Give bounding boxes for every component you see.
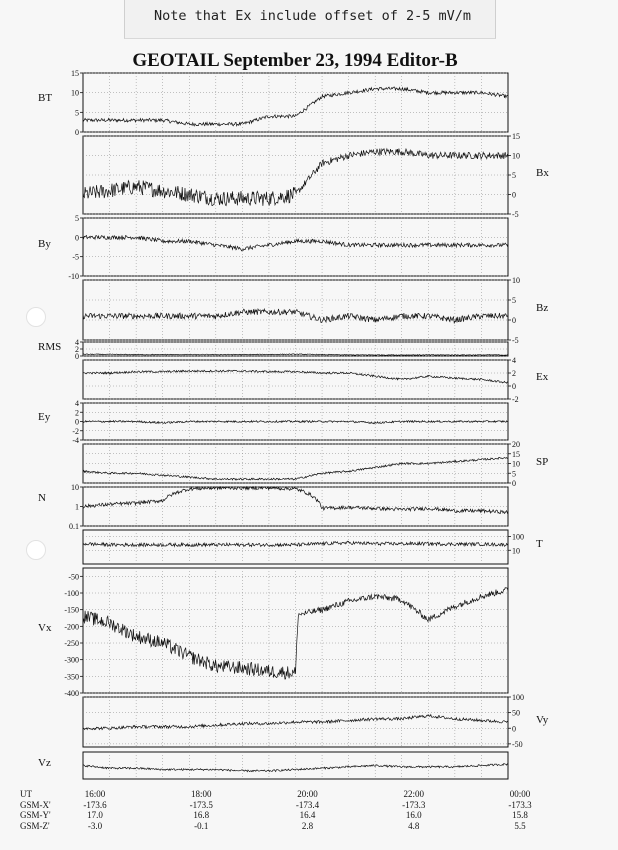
t-panel-frame — [83, 530, 508, 564]
bz-tick-label: 10 — [512, 276, 520, 285]
sp-tick-label: 10 — [512, 459, 520, 469]
by-tick-label: -5 — [72, 252, 79, 262]
t-tick-label: 10 — [512, 546, 520, 556]
sp-tick-label: 15 — [512, 449, 520, 459]
ey-tick-label: 0 — [75, 417, 79, 427]
bt-tick-label: 15 — [71, 69, 79, 78]
bt-panel-label: BT — [38, 92, 53, 104]
bt-tick-label: 0 — [75, 128, 79, 137]
by-panel-frame — [83, 218, 508, 276]
bt-tick-label: 5 — [75, 108, 79, 118]
ephemeris-value: -173.3 — [508, 800, 532, 810]
vy-tick-label: 50 — [512, 708, 520, 718]
ephemeris-value: -173.5 — [189, 800, 213, 810]
vx-tick-label: -50 — [68, 572, 79, 582]
ephemeris-row-label: GSM-X' — [20, 800, 51, 810]
offset-note: Note that Ex include offset of 2-5 mV/m — [154, 8, 471, 24]
ephemeris-row-label: UT — [20, 789, 32, 799]
vx-tick-label: -100 — [64, 589, 79, 598]
vz-panel-frame — [83, 752, 508, 779]
by-tick-label: -10 — [68, 272, 79, 281]
ey-panel-label: Ey — [38, 411, 51, 423]
ey-tick-label: 4 — [75, 399, 79, 408]
ephemeris-value: 5.5 — [514, 821, 526, 831]
ephemeris-value: 2.8 — [301, 821, 314, 831]
ephemeris-value: -3.0 — [87, 821, 103, 831]
ex-tick-label: 0 — [512, 382, 516, 391]
ex-tick-label: 4 — [512, 356, 516, 365]
bt-panel-frame — [83, 73, 508, 132]
x-tick-label: 20:00 — [297, 789, 318, 799]
rms-tick-label: 4 — [75, 338, 79, 347]
bz-tick-label: 0 — [512, 316, 516, 325]
ex-panel-label: Ex — [536, 371, 549, 383]
by-tick-label: 0 — [75, 233, 79, 243]
n-tick-label: 0.1 — [69, 522, 79, 531]
vx-tick-label: -350 — [64, 672, 79, 682]
vx-tick-label: -300 — [64, 655, 79, 665]
ephemeris-value: -0.1 — [194, 821, 209, 831]
bz-series-line — [83, 309, 508, 323]
ephemeris-value: 16.4 — [299, 810, 316, 820]
ephemeris-value: 15.8 — [512, 810, 528, 820]
x-tick-label: 22:00 — [403, 789, 425, 799]
bz-tick-label: 5 — [512, 296, 516, 305]
ephemeris-value: 4.8 — [408, 821, 420, 831]
by-tick-label: 5 — [75, 214, 79, 223]
ephemeris-value: -173.4 — [295, 800, 320, 810]
vy-tick-label: 0 — [512, 724, 516, 734]
ex-tick-label: -2 — [512, 395, 519, 404]
sp-tick-label: 5 — [512, 469, 516, 479]
n-panel-label: N — [38, 492, 46, 504]
ephemeris-value: 16.8 — [193, 810, 210, 820]
x-tick-label: 18:00 — [190, 789, 212, 799]
ey-series-line — [83, 421, 508, 424]
n-tick-label: 10 — [71, 483, 79, 492]
sp-panel-label: SP — [536, 456, 549, 468]
rms-tick-label: 2 — [75, 345, 79, 354]
t-panel-label: T — [536, 538, 543, 550]
x-tick-label: 00:00 — [509, 789, 531, 799]
rms-series-line — [83, 354, 508, 356]
bz-panel-label: Bz — [536, 302, 549, 314]
ey-tick-label: -2 — [72, 426, 79, 436]
by-panel-label: By — [38, 238, 51, 250]
ephemeris-value: -173.3 — [402, 800, 426, 810]
vx-panel-label: Vx — [38, 622, 52, 634]
x-tick-label: 16:00 — [84, 789, 106, 799]
vy-tick-label: 100 — [512, 693, 524, 702]
ephemeris-value: 17.0 — [87, 810, 103, 820]
ephemeris-row-label: GSM-Y' — [20, 810, 51, 820]
rms-tick-label: 0 — [75, 352, 79, 361]
vy-panel-label: Vy — [536, 714, 549, 726]
ephemeris-value: -173.6 — [83, 800, 107, 810]
bx-tick-label: 15 — [512, 132, 520, 141]
sp-tick-label: 20 — [512, 440, 520, 449]
vx-tick-label: -400 — [64, 689, 79, 698]
bz-tick-label: -5 — [512, 336, 519, 345]
ey-tick-label: -4 — [72, 436, 79, 445]
n-tick-label: 1 — [75, 502, 79, 512]
vx-tick-label: -200 — [64, 622, 79, 632]
bx-tick-label: 5 — [512, 171, 516, 180]
bx-panel-label: Bx — [536, 167, 549, 179]
bx-tick-label: 10 — [512, 151, 520, 161]
t-tick-label: 100 — [512, 532, 524, 542]
bx-tick-label: 0 — [512, 190, 516, 200]
vz-panel-label: Vz — [38, 757, 51, 769]
ey-tick-label: 2 — [75, 408, 79, 418]
bt-tick-label: 10 — [71, 88, 79, 98]
rms-panel-label: RMS — [38, 341, 62, 353]
ephemeris-row-label: GSM-Z' — [20, 821, 50, 831]
vx-tick-label: -150 — [64, 605, 79, 615]
ephemeris-value: 16.0 — [405, 810, 422, 820]
vy-tick-label: -50 — [512, 739, 523, 749]
chart-title: GEOTAIL September 23, 1994 Editor-B — [132, 50, 458, 71]
bx-tick-label: -5 — [512, 210, 519, 219]
ex-tick-label: 2 — [512, 369, 516, 378]
vx-tick-label: -250 — [64, 639, 79, 648]
sp-tick-label: 0 — [512, 479, 516, 488]
